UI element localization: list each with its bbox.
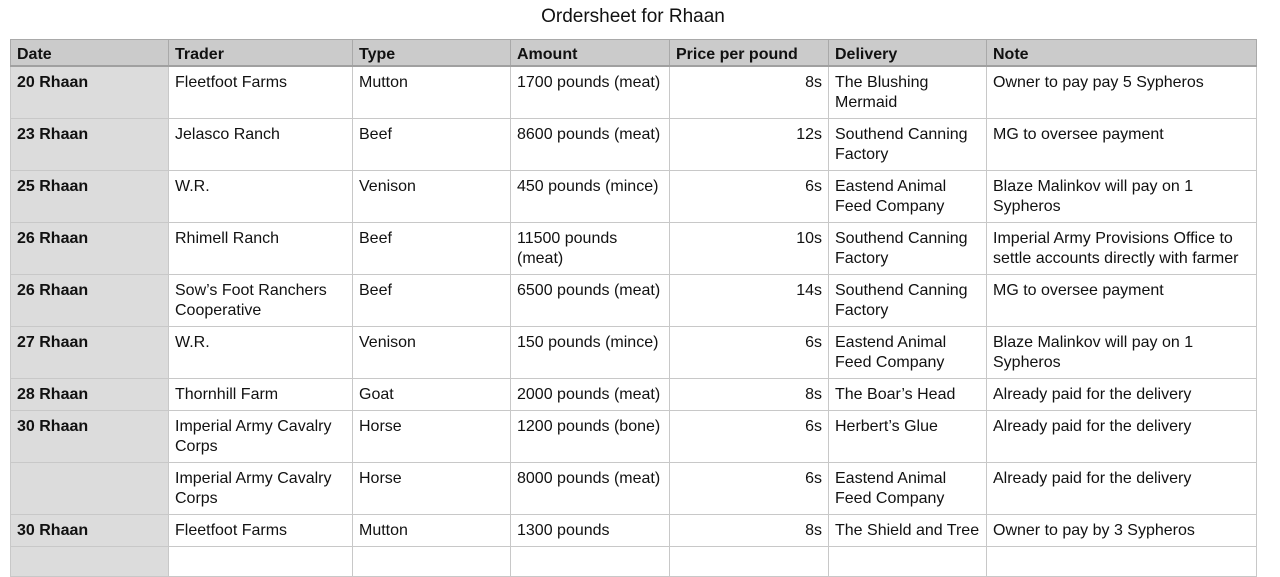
trader-cell[interactable]: Imperial Army Cavalry Corps [169, 410, 353, 462]
date-cell[interactable] [11, 546, 169, 576]
price-cell[interactable]: 12s [670, 118, 829, 170]
date-cell[interactable]: 30 Rhaan [11, 514, 169, 546]
delivery-cell[interactable]: Southend Canning Factory [829, 222, 987, 274]
amount-cell[interactable]: 8000 pounds (meat) [511, 462, 670, 514]
price-cell[interactable]: 8s [670, 378, 829, 410]
table-row [11, 326, 1257, 378]
table-row [11, 462, 1257, 514]
date-cell[interactable]: 20 Rhaan [11, 66, 169, 118]
delivery-cell[interactable]: Eastend Animal Feed Company [829, 170, 987, 222]
trader-cell[interactable]: Jelasco Ranch [169, 118, 353, 170]
table-row [11, 170, 1257, 222]
note-cell[interactable]: Already paid for the delivery [987, 462, 1257, 514]
price-cell[interactable]: 6s [670, 326, 829, 378]
delivery-cell[interactable]: Herbert’s Glue [829, 410, 987, 462]
delivery-cell[interactable]: Eastend Animal Feed Company [829, 462, 987, 514]
type-cell[interactable]: Venison [353, 326, 511, 378]
note-cell[interactable]: Blaze Malinkov will pay on 1 Sypheros [987, 326, 1257, 378]
amount-cell[interactable]: 11500 pounds (meat) [511, 222, 670, 274]
delivery-cell[interactable]: Southend Canning Factory [829, 118, 987, 170]
amount-cell[interactable]: 8600 pounds (meat) [511, 118, 670, 170]
column-header-amount[interactable]: Amount [511, 40, 670, 67]
type-cell[interactable]: Beef [353, 222, 511, 274]
type-cell[interactable]: Beef [353, 274, 511, 326]
note-cell[interactable]: MG to oversee payment [987, 274, 1257, 326]
type-cell[interactable]: Goat [353, 378, 511, 410]
trader-cell[interactable]: W.R. [169, 170, 353, 222]
trader-cell[interactable] [169, 546, 353, 576]
date-cell[interactable]: 25 Rhaan [11, 170, 169, 222]
trader-cell[interactable]: W.R. [169, 326, 353, 378]
price-cell[interactable]: 8s [670, 514, 829, 546]
header-row [11, 40, 1257, 67]
amount-cell[interactable]: 150 pounds (mince) [511, 326, 670, 378]
date-cell[interactable]: 28 Rhaan [11, 378, 169, 410]
delivery-cell[interactable]: The Boar’s Head [829, 378, 987, 410]
table-row [11, 118, 1257, 170]
sheet-title: Ordersheet for Rhaan [541, 6, 725, 27]
amount-cell[interactable]: 2000 pounds (meat) [511, 378, 670, 410]
price-cell[interactable]: 6s [670, 170, 829, 222]
table-row [11, 274, 1257, 326]
table-row [11, 546, 1257, 576]
price-cell[interactable]: 14s [670, 274, 829, 326]
date-cell[interactable]: 26 Rhaan [11, 274, 169, 326]
type-cell[interactable]: Mutton [353, 66, 511, 118]
date-cell[interactable]: 30 Rhaan [11, 410, 169, 462]
date-cell[interactable] [11, 462, 169, 514]
trader-cell[interactable]: Thornhill Farm [169, 378, 353, 410]
column-header-type[interactable]: Type [353, 40, 511, 67]
type-cell[interactable]: Horse [353, 462, 511, 514]
price-cell[interactable]: 10s [670, 222, 829, 274]
trader-cell[interactable]: Sow’s Foot Ranchers Cooperative [169, 274, 353, 326]
price-cell[interactable]: 6s [670, 410, 829, 462]
delivery-cell[interactable]: The Blushing Mermaid [829, 66, 987, 118]
amount-cell[interactable]: 450 pounds (mince) [511, 170, 670, 222]
amount-cell[interactable]: 6500 pounds (meat) [511, 274, 670, 326]
note-cell[interactable]: Imperial Army Provisions Office to settle accounts directly with farmer [987, 222, 1257, 274]
type-cell[interactable]: Horse [353, 410, 511, 462]
delivery-cell[interactable] [829, 546, 987, 576]
note-cell[interactable]: Owner to pay by 3 Sypheros [987, 514, 1257, 546]
date-cell[interactable]: 23 Rhaan [11, 118, 169, 170]
price-cell[interactable]: 8s [670, 66, 829, 118]
note-cell[interactable]: Owner to pay pay 5 Sypheros [987, 66, 1257, 118]
column-header-price-per-pound[interactable]: Price per pound [670, 40, 829, 67]
type-cell[interactable] [353, 546, 511, 576]
type-cell[interactable]: Beef [353, 118, 511, 170]
column-header-note[interactable]: Note [987, 40, 1257, 67]
table-row [11, 222, 1257, 274]
note-cell[interactable] [987, 546, 1257, 576]
amount-cell[interactable]: 1700 pounds (meat) [511, 66, 670, 118]
table-row [11, 410, 1257, 462]
amount-cell[interactable] [511, 546, 670, 576]
note-cell[interactable]: Already paid for the delivery [987, 410, 1257, 462]
trader-cell[interactable]: Fleetfoot Farms [169, 66, 353, 118]
type-cell[interactable]: Venison [353, 170, 511, 222]
amount-cell[interactable]: 1300 pounds [511, 514, 670, 546]
delivery-cell[interactable]: Eastend Animal Feed Company [829, 326, 987, 378]
note-cell[interactable]: Already paid for the delivery [987, 378, 1257, 410]
price-cell[interactable]: 6s [670, 462, 829, 514]
type-cell[interactable]: Mutton [353, 514, 511, 546]
table-row [11, 378, 1257, 410]
date-cell[interactable]: 26 Rhaan [11, 222, 169, 274]
trader-cell[interactable]: Imperial Army Cavalry Corps [169, 462, 353, 514]
column-header-date[interactable]: Date [11, 40, 169, 67]
amount-cell[interactable]: 1200 pounds (bone) [511, 410, 670, 462]
order-table [10, 39, 1257, 577]
table-row [11, 66, 1257, 118]
price-cell[interactable] [670, 546, 829, 576]
delivery-cell[interactable]: The Shield and Tree [829, 514, 987, 546]
trader-cell[interactable]: Fleetfoot Farms [169, 514, 353, 546]
note-cell[interactable]: MG to oversee payment [987, 118, 1257, 170]
column-header-delivery[interactable]: Delivery [829, 40, 987, 67]
column-header-trader[interactable]: Trader [169, 40, 353, 67]
delivery-cell[interactable]: Southend Canning Factory [829, 274, 987, 326]
table-row [11, 514, 1257, 546]
trader-cell[interactable]: Rhimell Ranch [169, 222, 353, 274]
note-cell[interactable]: Blaze Malinkov will pay on 1 Sypheros [987, 170, 1257, 222]
date-cell[interactable]: 27 Rhaan [11, 326, 169, 378]
